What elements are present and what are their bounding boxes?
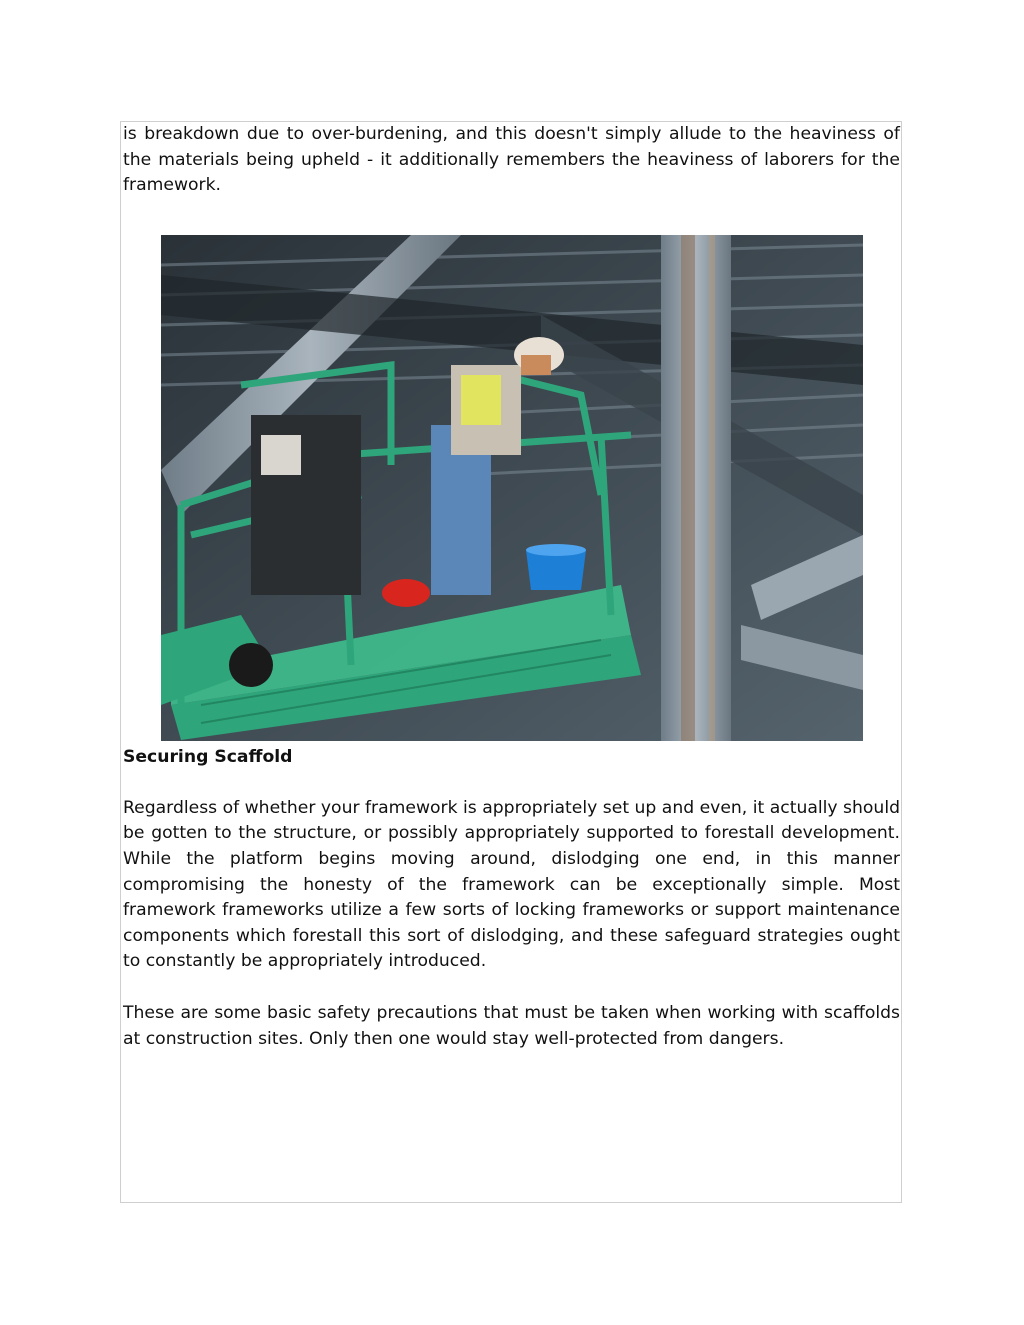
body-paragraph: Regardless of whether your framework is appropriately set up and even, it actually should be gotten to the structure, or possibly appropriately supported to forestall development. While the platform begins moving around, dislodging one end, in this manner compromising the honesty of the framework can be exceptionally simple. Most framework frameworks utilize a few sorts of locking frameworks or support maintenance components which forestall this sort of dislodging, and these safeguard strategies ought to constantly be appropriately introduced. <box>123 797 900 972</box>
document-content <box>123 122 900 1052</box>
intro-paragraph: is breakdown due to over-burdening, and this doesn't simply allude to the heaviness of the materials being upheld - it additionally remembers the heaviness of laborers for the framework. <box>123 124 900 196</box>
construction-photo <box>161 235 863 741</box>
worker-on-aerial-lift-platform-icon <box>161 235 863 741</box>
section-heading: Securing Scaffold <box>123 746 293 767</box>
closing-paragraph: These are some basic safety precautions that must be taken when working with scaffolds at construction sites. Only then one would stay well-protected from dangers. <box>123 1002 900 1049</box>
